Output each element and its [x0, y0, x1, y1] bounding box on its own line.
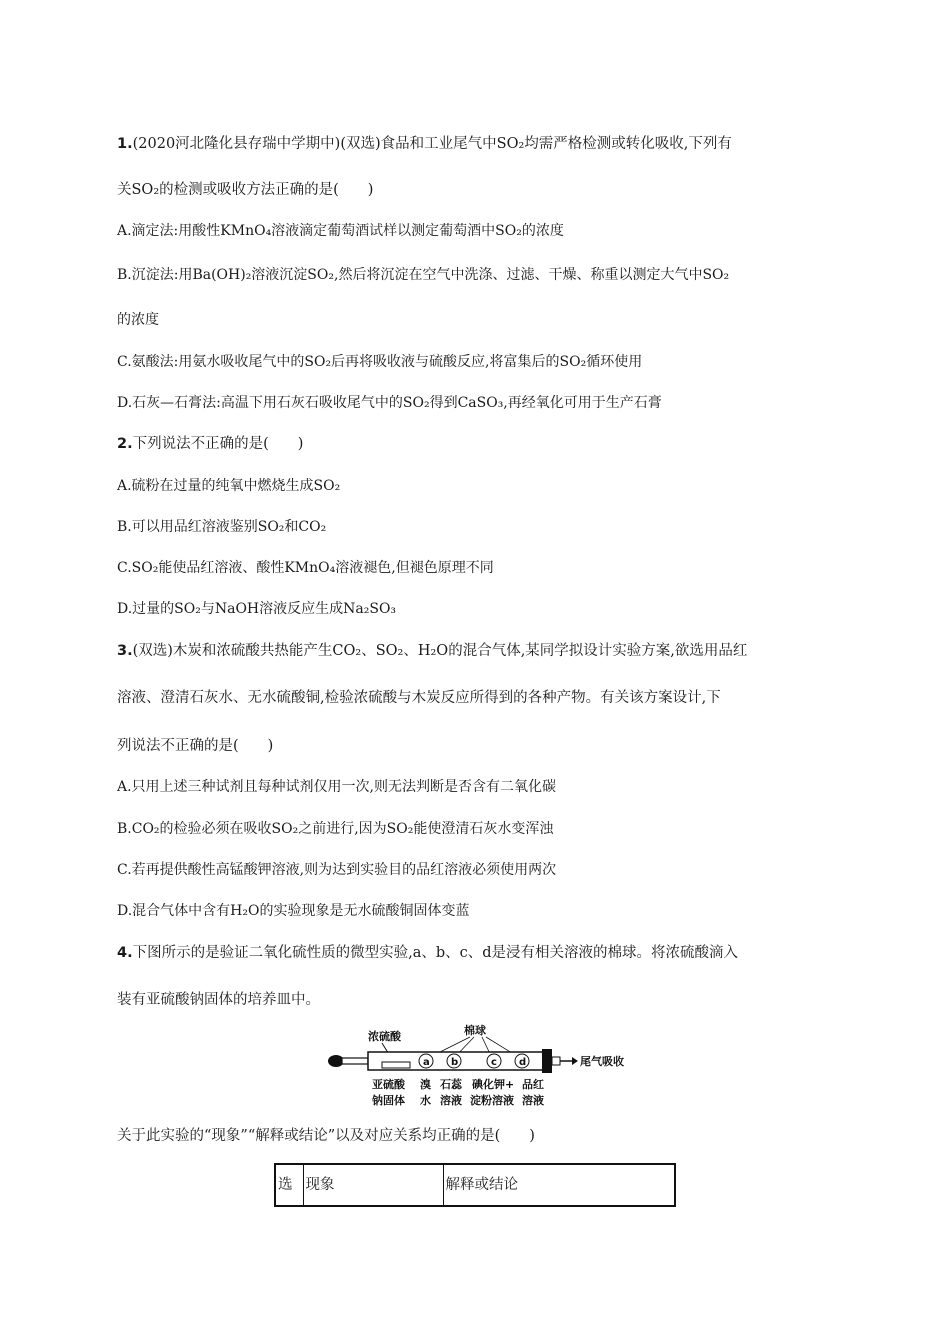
label-tail-gas: 尾气吸收	[580, 1055, 624, 1068]
label-sol1-bot: 钠固体	[372, 1094, 405, 1107]
q1-option-b-line2: 的浓度	[117, 312, 159, 328]
label-sol5-bot: 溶液	[522, 1094, 544, 1107]
cotton-ball-b	[447, 1054, 461, 1068]
dropper-stem	[342, 1058, 368, 1064]
tube-stopper	[542, 1049, 552, 1073]
label-sol1-top: 亚硫酸	[372, 1078, 405, 1091]
q3-stem-line1: 3.(双选)木炭和浓硫酸共热能产生CO₂、SO₂、H₂O的混合气体,某同学拟设计实验方案,欲选用品红	[117, 643, 748, 659]
label-sol3-top: 石蕊	[440, 1078, 462, 1091]
label-sol3-bot: 溶液	[440, 1094, 462, 1107]
svg-text:d: d	[519, 1057, 527, 1068]
cotton-ball-c	[487, 1054, 501, 1068]
apparatus-diagram	[320, 1022, 640, 1114]
label-sol2-top: 溴	[420, 1078, 431, 1091]
q3-stem-line2: 溶液、澄清石灰水、无水硫酸铜,检验浓硫酸与木炭反应所得到的各种产物。有关该方案设计,下	[117, 690, 721, 706]
q1-option-c: C.氨酸法:用氨水吸收尾气中的SO₂后再将吸收液与硫酸反应,将富集后的SO₂循环使用	[117, 354, 643, 370]
header-explanation: 解释或结论	[443, 1164, 675, 1206]
svg-text:a: a	[423, 1057, 430, 1068]
label-conc-acid: 浓硫酸	[368, 1030, 401, 1043]
arrow-head-icon	[572, 1057, 578, 1065]
header-option: 选	[275, 1164, 303, 1206]
question-number: 1.	[117, 136, 133, 152]
q4-stem-line3: 关于此实验的“现象”“解释或结论”以及对应关系均正确的是( )	[117, 1128, 535, 1144]
q4-stem-line2: 装有亚硫酸钠固体的培养皿中。	[117, 992, 320, 1008]
q1-stem-line1: 1.(2020河北隆化县存瑞中学期中)(双选)食品和工业尾气中SO₂均需严格检测或转化吸收,下列有	[117, 136, 732, 152]
q4-stem-line1: 4.下图所示的是验证二氧化硫性质的微型实验,a、b、c、d是浸有相关溶液的棉球。将浓硫酸滴入	[117, 945, 739, 961]
outlet-stub	[552, 1057, 560, 1065]
table-header-row	[275, 1164, 675, 1206]
sodium-sulfite-solid	[382, 1062, 410, 1068]
header-phenomenon: 现象	[303, 1164, 443, 1206]
label-sol5-top: 品红	[522, 1078, 544, 1091]
q3-option-b: B.CO₂的检验必须在吸收SO₂之前进行,因为SO₂能使澄清石灰水变浑浊	[117, 821, 554, 837]
q3-option-a: A.只用上述三种试剂且每种试剂仅用一次,则无法判断是否含有二氧化碳	[117, 779, 557, 795]
question-number: 4.	[117, 945, 133, 961]
q2-option-d: D.过量的SO₂与NaOH溶液反应生成Na₂SO₃	[117, 601, 397, 617]
q2-option-b: B.可以用品红溶液鉴别SO₂和CO₂	[117, 519, 327, 535]
label-sol2-bot: 水	[420, 1094, 431, 1107]
label-sol4-bot: 淀粉溶液	[470, 1094, 514, 1107]
q3-option-c: C.若再提供酸性高锰酸钾溶液,则为达到实验目的品红溶液必须使用两次	[117, 862, 557, 878]
label-sol4-top: 碘化钾+	[472, 1078, 515, 1091]
cotton-ball-a	[419, 1054, 433, 1068]
q2-option-a: A.硫粉在过量的纯氧中燃烧生成SO₂	[117, 478, 341, 494]
q1-option-a: A.滴定法:用酸性KMnO₄溶液滴定葡萄酒试样以测定葡萄酒中SO₂的浓度	[117, 223, 564, 239]
q1-stem-line2: 关SO₂的检测或吸收方法正确的是( )	[117, 182, 374, 198]
answer-table	[274, 1163, 676, 1207]
q3-stem-line3: 列说法不正确的是( )	[117, 738, 274, 754]
svg-text:b: b	[451, 1057, 459, 1068]
svg-text:c: c	[491, 1057, 497, 1068]
q1-option-d: D.石灰—石膏法:高温下用石灰石吸收尾气中的SO₂得到CaSO₃,再经氧化可用于生产石膏	[117, 395, 662, 411]
q2-option-c: C.SO₂能使品红溶液、酸性KMnO₄溶液褪色,但褪色原理不同	[117, 560, 494, 576]
q2-stem: 2.下列说法不正确的是( )	[117, 436, 304, 452]
q3-option-d: D.混合气体中含有H₂O的实验现象是无水硫酸铜固体变蓝	[117, 903, 470, 919]
question-number: 2.	[117, 436, 133, 452]
q1-option-b-line1: B.沉淀法:用Ba(OH)₂溶液沉淀SO₂,然后将沉淀在空气中洗涤、过滤、干燥、称重以测定大气中SO₂	[117, 267, 730, 283]
question-number: 3.	[117, 643, 133, 659]
label-cotton-balls: 棉球	[464, 1024, 486, 1037]
cotton-ball-d	[515, 1054, 529, 1068]
